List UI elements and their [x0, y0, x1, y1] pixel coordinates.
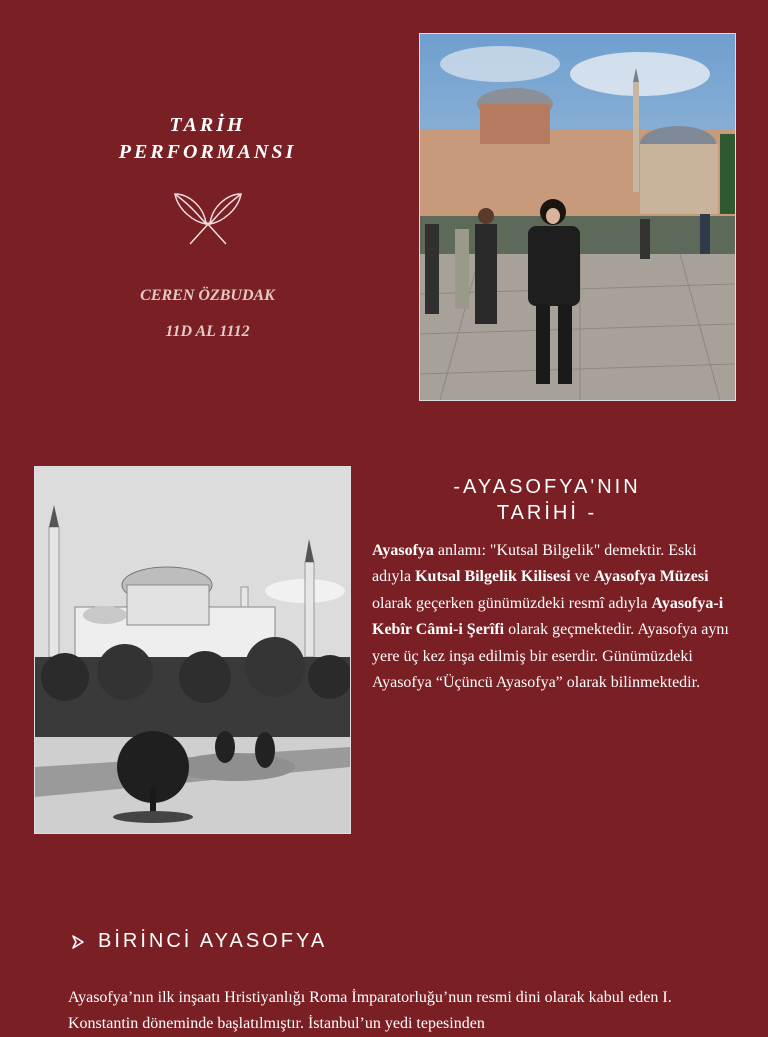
first-ayasofya-heading-text: BİRİNCİ AYASOFYA — [98, 930, 328, 952]
history-bold-term: Ayasofya Müzesi — [593, 568, 709, 586]
history-heading-line-1: -AYASOFYA'NIN — [453, 476, 641, 498]
arrow-bullet-icon — [70, 934, 86, 950]
hagia-sophia-bw-photo — [34, 466, 351, 834]
first-ayasofya-paragraph: Ayasofya’nın ilk inşaatı Hristiyanlığı Roma İmparatorluğu’nun resmi dini olarak kabul eden I. Konstantin döneminde başlatılmıştır. İstanbul’un yedi tepesinden — [68, 989, 672, 1032]
history-bold-term: Kutsal Bilgelik Kilisesi — [415, 568, 571, 586]
title-line-1: TARİH — [169, 114, 246, 136]
author-name: CEREN ÖZBUDAK — [140, 287, 275, 304]
hagia-sophia-visit-photo — [419, 33, 736, 401]
history-text: olarak geçmektedir. Ayasofya aynı yere üç kez inşa edilmiş bir eserdir. Günümüzdeki Ayasofya “Üçüncü Ayasofya” olarak bilinmektedir. — [372, 621, 729, 692]
history-text: olarak geçerken günümüzdeki resmî adıyla — [372, 594, 652, 612]
history-bold-term: Ayasofya — [372, 542, 434, 559]
first-ayasofya-heading — [70, 930, 470, 953]
history-heading — [382, 474, 712, 526]
history-text: anlamı: "Kutsal Bilgelik" demektir. Eski adıyla — [372, 542, 697, 586]
author-block — [100, 278, 315, 350]
history-bold-term: Ayasofya-i Kebîr Câmi-i Şerîfi — [372, 594, 724, 639]
history-text: ve — [570, 568, 594, 586]
history-heading-line-2: TARİHİ - — [496, 502, 598, 524]
title-block — [100, 112, 315, 166]
class-code: 11D AL 1112 — [165, 323, 250, 340]
title-line-2: PERFORMANSI — [118, 141, 297, 163]
leaf-icon — [170, 188, 246, 246]
history-paragraph — [372, 538, 732, 696]
